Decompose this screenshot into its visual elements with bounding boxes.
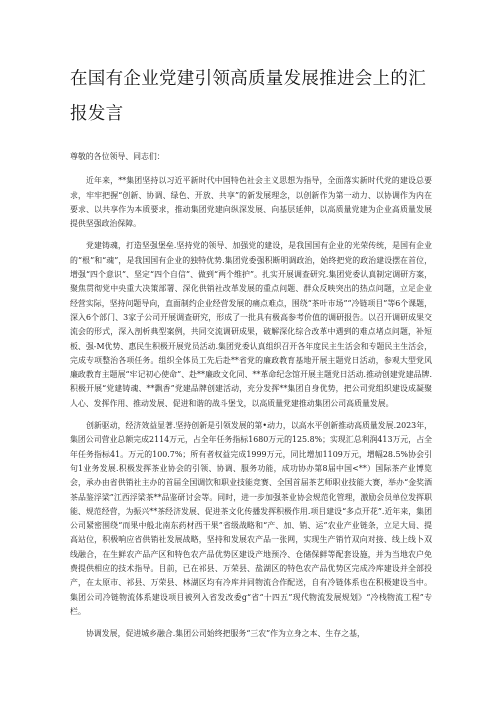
paragraph-coordination: 协调发展，促进城乡融合.集团公司始终把服务“三农”作为立身之本、生存之基， — [86, 629, 365, 639]
salutation: 尊敬的各位领导、同志们： — [70, 152, 165, 161]
paragraph-party-building: 党建铸魂，打造坚强堡垒.坚持党的领导、加强党的建设，是我国国有企业的光荣传统，是国有企业的“根”和“魂”，是我国国有企业的独特优势.集团党委强积断明调政治，始终把党的政治建设摆在首位，增强“四个意识”、坚定“四个自信”、做到“两个维护”。扎实开展调查研究.集团党委认真制定调研方案，聚焦贯彻党中央重大决策部署、深化供销社改革发展的重点问题、群众反映突出的热点问题，立足企业经营实际，坚持问题导向，直面制约企业经营发展的痛点难点，围绕“茶叶市场”“冷链项目”等6个课题，深入6个部门、3家子公司开展调查研究，形成了一批具有极高参考价值的调研报告。以召开调研成果交流会的形式，深入剖析典型案例，共同交流调研成果，破解深化综合改革中遇到的难点堵点问题，补短板、强-M优势、惠民生积极开展党员活动.集团党委认真组织召开各年度民主生活会和专题民主生活会，完成专项整治各项任务。组织全体员工先后赴**省党的廉政教育基地开展主题党日活动，参观大型党风廉政教育主题展“牢记初心使命”、赴**廉政文化同、**革命纪念馆开展主题党日活动.推动创建党建品牌.积极开展“党建铸魂、**飘香”党建品牌创建活动，充分发挥**集团自身优势，把公司党组织建设成凝聚人心、发挥作用、推动发展、促进和谐的战斗堡戈，以高质量党建推动集团公司高质量发展。 — [70, 241, 432, 408]
paragraph-intro: 近年来，**集团坚持以习近平新时代中国特色社会主义思想为指导，全面落实新时代党的建设总要求，牢牢把握“创新、协调、绿色、开放、共享”的新发展理念，以创新作为第一动力、以协调作为内在要求、以共享作为本质要求，推动集团党建向纵深发展、向基层延伸，以高质量党建为企业高质量发展提供坚强政治保障。 — [70, 176, 432, 229]
document-body — [70, 150, 432, 650]
document-title: 在国有企业党建引领高质量发展推进会上的汇报发言 — [70, 69, 426, 124]
paragraph-innovation: 创新驱动，经济效益显著.坚持创新是引领发展的第•动力，以高水平创新推动高质量发展.2023年，集团公司营业总额完成2114万元，占全年任务指标1680万元的125.8%；实现汇总利润413万元，占全年任务指标41。万元的100.7%；所有者权益完成1999万元，同比增加1109万元，增幅28.5%协会引句1业务发展.积极发挥茶业协会的引领、协调、服务功能，成功协办第8届中国<**）国际茶产业博览会，承办由省供销社主办的首届全国调饮和职业技能竞赛、全国首届茶艺师职业技能大赛，举办“金奖酒茶品鉴浮梁”江西浮梁茶**品鉴研讨会等。同时，进一步加强茶业协会规范化管理，激励会员单位发挥职能、规范经营，为振兴**茶经济发展、促进茶文化传播发挥积极作用.项目建设“多点开花”.近年来，集团公司紧密围绕“而果中般北南东药材西干果”省级战略和“产、加、销、运”农业产业链条，立足大局、提高站位，积极响应省供销社发展战略，坚持和发展农产品一张网，实现生产销竹双向对接、线上线卜双线融合，在生鲜农产品产区和特色农产品优势区建设产地预冷、仓储保鲜等配套设施，并为当地农户免费提供相应的技术指导。目前，已在祁县、万荣县、盐湖区的特色农产品优势区完成冷库建设并全部投产，在太原市、祁县、万荣县、林湖区均有冷库并同物流合作配送，自有冷链体系也在积极建设当中。集团公司冷链物流体系建设项目被列入省发改委g“省“十四五”现代物流发展规划》“冷栈物流工程”专栏。 — [70, 421, 432, 616]
